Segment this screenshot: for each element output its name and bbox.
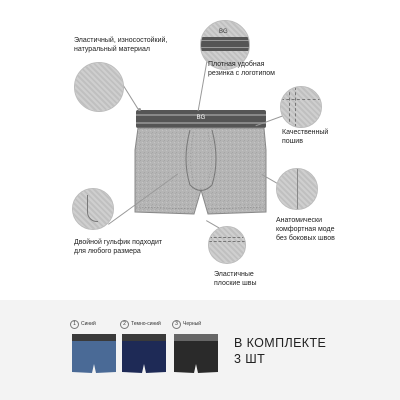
color-number-2: 2 — [120, 320, 129, 329]
color-number-3: 3 — [172, 320, 181, 329]
boxer-thumbnail-blue — [70, 332, 118, 376]
label-flat-seams: Эластичные плоские швы — [214, 271, 257, 287]
label-waistband: Плотная удобная резинка с логотипом — [208, 61, 275, 77]
zoom-seams — [280, 86, 322, 128]
kit-line-1: В КОМПЛЕКТЕ — [234, 336, 327, 350]
color-name-3: Черный — [183, 321, 202, 327]
zoom-waistband-logo: BG — [219, 29, 228, 35]
kit-line-2: 3 ШТ — [234, 352, 266, 366]
label-fabric: Эластичный, износостойкий, натуральный материал — [74, 37, 168, 53]
zoom-gusset — [72, 188, 114, 230]
waistband-logo: BG — [196, 115, 206, 121]
color-number-1: 1 — [70, 320, 79, 329]
color-name-2: Темно-синий — [131, 321, 161, 327]
label-seams-quality: Качественный пошив — [282, 129, 329, 145]
color-name-1: Синий — [81, 321, 96, 327]
zoom-flat-seams — [208, 226, 246, 264]
leader-dot-fabric — [138, 108, 141, 111]
color-item-3 — [172, 320, 201, 329]
boxer-body — [135, 128, 266, 214]
boxer-thumbnail-black — [172, 332, 220, 376]
label-gusset: Двойной гульфик подходит для любого размера — [74, 239, 163, 255]
label-anatomic: Анатомически комфортная моде без боковых швов — [276, 217, 335, 242]
color-item-1 — [70, 320, 96, 329]
boxer-thumbnail-navy — [120, 332, 168, 376]
color-item-2 — [120, 320, 161, 329]
zoom-fabric — [74, 62, 124, 112]
kit-info — [234, 335, 326, 367]
color-set-panel — [0, 300, 400, 400]
zoom-anatomic — [276, 168, 318, 210]
